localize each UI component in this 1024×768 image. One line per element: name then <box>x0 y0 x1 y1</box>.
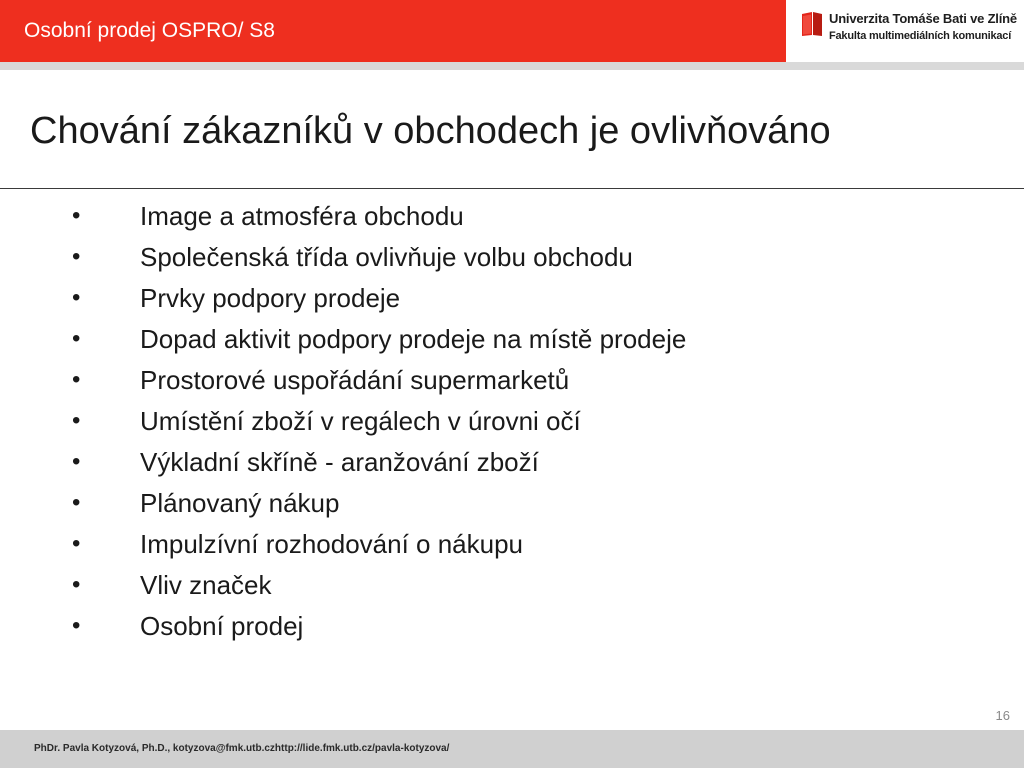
logo-university-name: Univerzita Tomáše Bati ve Zlíně <box>829 11 1017 26</box>
bullet-marker: • <box>72 571 81 598</box>
bullet-text: Prostorové uspořádání supermarketů <box>140 365 570 395</box>
bullet-text: Plánovaný nákup <box>140 488 340 518</box>
footer-bar <box>0 730 1024 768</box>
header-bar <box>0 0 786 62</box>
bullet-text: Umístění zboží v regálech v úrovni očí <box>140 406 581 436</box>
university-logo <box>786 0 1024 62</box>
bullet-marker: • <box>72 366 81 393</box>
bullet-marker: • <box>72 489 81 516</box>
list-item <box>0 483 900 524</box>
bullet-text: Osobní prodej <box>140 611 304 641</box>
header-divider-strip <box>0 62 1024 70</box>
bullet-marker: • <box>72 530 81 557</box>
bullet-marker: • <box>72 448 81 475</box>
list-item <box>0 401 900 442</box>
bullet-marker: • <box>72 243 81 270</box>
bullet-text: Impulzívní rozhodování o nákupu <box>140 529 524 559</box>
bullet-marker: • <box>72 612 81 639</box>
title-divider <box>0 188 1024 189</box>
bullet-text: Společenská třída ovlivňuje volbu obchodu <box>140 242 633 272</box>
header-title: Osobní prodej OSPRO/ S8 <box>24 19 275 42</box>
bullet-text: Vliv značek <box>140 570 272 600</box>
bullet-marker: • <box>72 407 81 434</box>
bullet-marker: • <box>72 325 81 352</box>
list-item <box>0 442 900 483</box>
list-item <box>0 278 900 319</box>
footer-author-contact: PhDr. Pavla Kotyzová, Ph.D., kotyzova@fmk.utb.czhttp://lide.fmk.utb.cz/pavla-kotyzova/ <box>34 743 450 754</box>
bullet-text: Dopad aktivit podpory prodeje na místě prodeje <box>140 324 687 354</box>
list-item <box>0 606 900 647</box>
page-number: 16 <box>995 708 1010 723</box>
list-item <box>0 360 900 401</box>
bullet-marker: • <box>72 284 81 311</box>
bullet-text: Prvky podpory prodeje <box>140 283 401 313</box>
bullet-text: Výkladní skříně - aranžování zboží <box>140 447 539 477</box>
logo-faculty-name: Fakulta multimediálních komunikací <box>829 30 1012 42</box>
utb-book-logo-icon <box>800 11 824 37</box>
bullet-marker: • <box>72 202 81 229</box>
slide-title: Chování zákazníků v obchodech je ovlivňováno <box>30 110 831 152</box>
list-item <box>0 319 900 360</box>
bullet-list <box>0 196 900 647</box>
list-item <box>0 237 900 278</box>
bullet-text: Image a atmosféra obchodu <box>140 201 464 231</box>
list-item <box>0 565 900 606</box>
list-item <box>0 196 900 237</box>
list-item <box>0 524 900 565</box>
